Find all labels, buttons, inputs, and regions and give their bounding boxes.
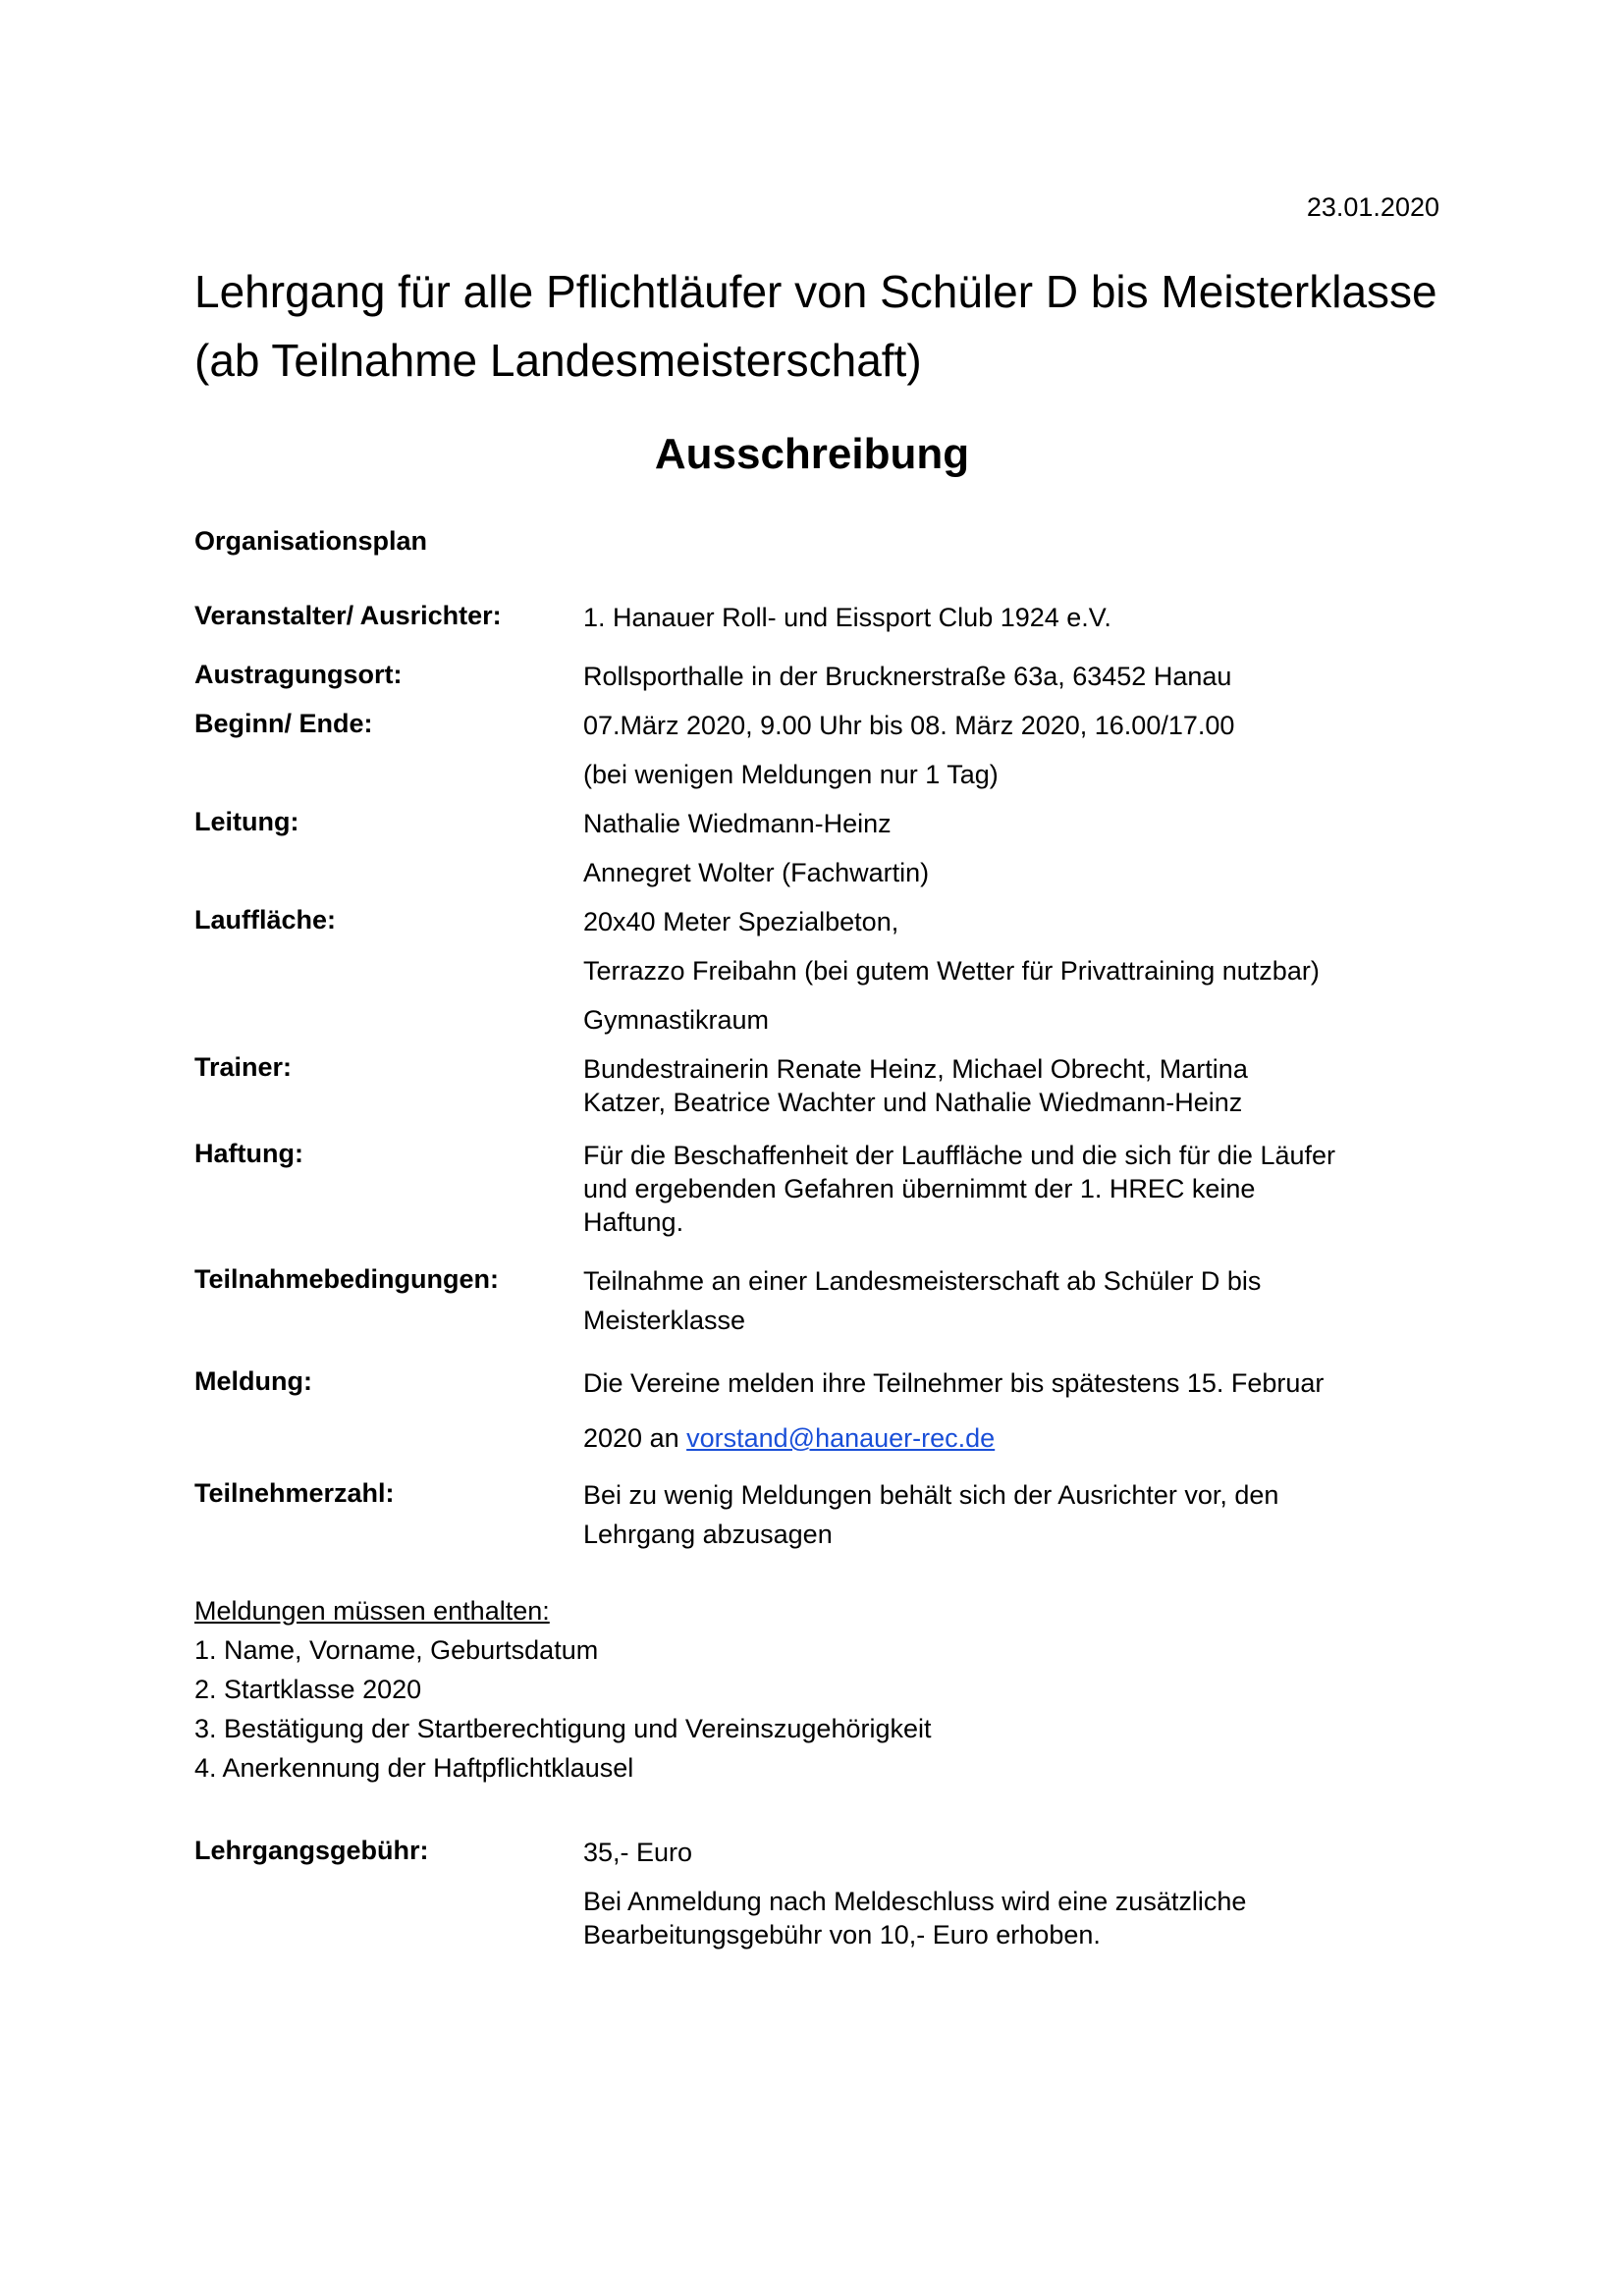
value-trainer-2: Katzer, Beatrice Wachter und Nathalie Wiedmann-Heinz <box>583 1088 1243 1117</box>
value-gebuehr-note-2: Bearbeitungsgebühr von 10,- Euro erhoben. <box>583 1920 1101 1949</box>
requirement-item-2: 2. Startklasse 2020 <box>194 1675 422 1704</box>
value-lehrgangsgebuehr: 35,- Euro <box>583 1838 693 1867</box>
document-title <box>194 257 1471 395</box>
value-beginn-ende: 07.März 2020, 9.00 Uhr bis 08. März 2020, 16.00/17.00 <box>583 711 1235 740</box>
value-leitung-1: Nathalie Wiedmann-Heinz <box>583 809 892 838</box>
value-leitung-2: Annegret Wolter (Fachwartin) <box>583 858 930 887</box>
label-teilnehmerzahl: Teilnehmerzahl: <box>194 1478 395 1508</box>
value-teilnehmerzahl-1: Bei zu wenig Meldungen behält sich der Ausrichter vor, den <box>583 1480 1279 1510</box>
label-teilnahmebedingungen: Teilnahmebedingungen: <box>194 1264 499 1294</box>
section-heading: Organisationsplan <box>194 526 428 556</box>
label-trainer: Trainer: <box>194 1052 293 1082</box>
email-link[interactable]: vorstand@hanauer-rec.de <box>686 1423 996 1453</box>
value-trainer-1: Bundestrainerin Renate Heinz, Michael Obrecht, Martina <box>583 1054 1248 1084</box>
document-date: 23.01.2020 <box>1306 192 1439 222</box>
value-haftung-3: Haftung. <box>583 1207 684 1237</box>
title-line-1: Lehrgang für alle Pflichtläufer von Schüler D bis Meisterklasse <box>194 266 1437 317</box>
value-teilnahmebedingungen-1: Teilnahme an einer Landesmeisterschaft ab Schüler D bis <box>583 1266 1262 1296</box>
requirement-item-4: 4. Anerkennung der Haftpflichtklausel <box>194 1753 634 1783</box>
label-laufflaeche: Lauffläche: <box>194 905 337 934</box>
value-laufflaeche-3: Gymnastikraum <box>583 1005 770 1035</box>
label-veranstalter: Veranstalter/ Ausrichter: <box>194 601 502 630</box>
value-laufflaeche-2: Terrazzo Freibahn (bei gutem Wetter für Privattraining nutzbar) <box>583 956 1320 986</box>
value-gebuehr-note-1: Bei Anmeldung nach Meldeschluss wird eine zusätzliche <box>583 1887 1247 1916</box>
value-veranstalter: 1. Hanauer Roll- und Eissport Club 1924 e.V. <box>583 603 1111 632</box>
meldung-prefix: 2020 an <box>583 1423 687 1453</box>
value-meldung-1: Die Vereine melden ihre Teilnehmer bis spätestens 15. Februar <box>583 1368 1325 1398</box>
requirements-heading: Meldungen müssen enthalten: <box>194 1596 550 1626</box>
title-line-2: (ab Teilnahme Landesmeisterschaft) <box>194 335 922 386</box>
value-meldung-2 <box>583 1421 995 1455</box>
label-beginn-ende: Beginn/ Ende: <box>194 709 373 738</box>
value-haftung-2: und ergebenden Gefahren übernimmt der 1. HREC keine <box>583 1174 1256 1203</box>
value-austragungsort: Rollsporthalle in der Brucknerstraße 63a, 63452 Hanau <box>583 662 1232 691</box>
requirement-item-3: 3. Bestätigung der Startberechtigung und Vereinszugehörigkeit <box>194 1714 932 1743</box>
value-laufflaeche-1: 20x40 Meter Spezialbeton, <box>583 907 899 936</box>
label-leitung: Leitung: <box>194 807 299 836</box>
label-haftung: Haftung: <box>194 1139 303 1168</box>
label-austragungsort: Austragungsort: <box>194 660 403 689</box>
label-meldung: Meldung: <box>194 1366 312 1396</box>
value-beginn-ende-note: (bei wenigen Meldungen nur 1 Tag) <box>583 760 999 789</box>
value-haftung-1: Für die Beschaffenheit der Lauffläche und die sich für die Läufer <box>583 1141 1336 1170</box>
label-lehrgangsgebuehr: Lehrgangsgebühr: <box>194 1836 429 1865</box>
requirement-item-1: 1. Name, Vorname, Geburtsdatum <box>194 1635 599 1665</box>
value-teilnahmebedingungen-2: Meisterklasse <box>583 1306 746 1335</box>
value-teilnehmerzahl-2: Lehrgang abzusagen <box>583 1520 833 1549</box>
document-subtitle: Ausschreibung <box>654 430 970 478</box>
